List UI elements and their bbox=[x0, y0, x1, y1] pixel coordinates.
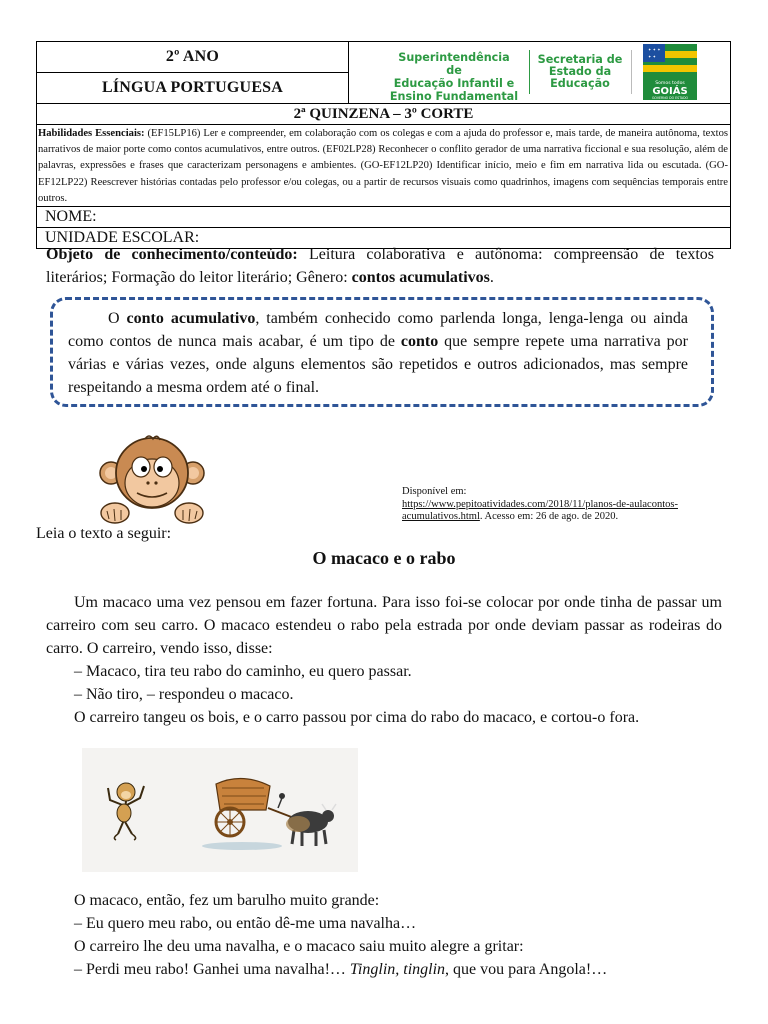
logo-divider bbox=[529, 50, 530, 94]
definition-text: O conto acumulativo, também conhecido como parlenda longa, lenga-lenga ou ainda como contos de nunca mais acabar, é um tipo de conto que sempre repete uma narrativa por várias e várias vezes, onde alguns elementos são repetidos e outros adicionados, mas sempre respeitando a mesma ordem até o final. bbox=[68, 310, 688, 396]
genero-label: contos acumulativos bbox=[351, 269, 490, 286]
instruction-text: Leia o texto a seguir: bbox=[36, 525, 172, 542]
header-top-row bbox=[37, 42, 730, 104]
svg-text:GOIÁS: GOIÁS bbox=[652, 86, 688, 97]
habilidades-text: (EF15LP16) Ler e compreender, em colaboração com os colegas e com a ajuda do professor e, mais tarde, de maneira autônoma, textos narrativos de maior porte como contos acumulativos, entre outros. (EF02LP28) Reconhecer o conflito gerador de uma narrativa ficcional e sua resolução, além de palavras, expressões e frases que caracterizam personagens e ambientes. (GO-EF12LP20) Identificar início, meio e fim em narrativa lida ou escutada. (GO-EF12LP22) Reescrever histórias contadas pelo professor e/ou colegas, ou a partir de recursos visuais como quadrinhos, imagens com sequências temporais entre outros. bbox=[38, 128, 728, 204]
story-line: O carreiro tangeu os bois, e o carro passou por cima do rabo do macaco, e cortou-o fora. bbox=[74, 709, 640, 726]
grade-label: 2º ANO bbox=[37, 42, 348, 73]
svg-text:GOVERNO DO ESTADO: GOVERNO DO ESTADO bbox=[651, 96, 689, 100]
story-illustration bbox=[82, 748, 358, 872]
nome-field: NOME: bbox=[37, 207, 730, 228]
header-left bbox=[37, 42, 349, 103]
subject-label: LÍNGUA PORTUGUESA bbox=[101, 79, 284, 96]
objeto-label: Objeto de conhecimento/conteúdo: bbox=[46, 246, 298, 263]
habilidades-label: Habilidades Essenciais: bbox=[38, 128, 145, 139]
source-link[interactable]: https://www.pepitoatividades.com/2018/11/planos-de-aulacontos-acumulativos.html bbox=[402, 498, 678, 522]
story-line: – Não tiro, – respondeu o macaco. bbox=[74, 686, 294, 703]
story-line: – Eu quero meu rabo, ou então dê-me uma navalha… bbox=[74, 915, 417, 932]
story-paragraph: Um macaco uma vez pensou em fazer fortuna. Para isso foi-se colocar por onde tinha de passar um carreiro com seu carro. O macaco estendeu o rabo pela estrada por onde deviam passar as rodeiras do carro. O carreiro, vendo isso, disse: bbox=[46, 594, 722, 657]
superintendencia-logo: Superintendência de Educação Infantil e Ensino Fundamental bbox=[389, 51, 519, 103]
story-title: O macaco e o rabo bbox=[312, 548, 456, 568]
quinzena-title: 2ª QUINZENA – 3º CORTE bbox=[37, 104, 730, 125]
objeto-conhecimento: Objeto de conhecimento/conteúdo: Leitura colaborativa e autônoma: compreensão de textos literários; Formação do leitor literário; Gênero: contos acumulativos. bbox=[46, 246, 714, 286]
svg-text:✦ ✦: ✦ ✦ bbox=[648, 54, 656, 59]
story-line: – Macaco, tira teu rabo do caminho, eu quero passar. bbox=[74, 663, 412, 680]
source-citation: Disponível em: https://www.pepitoatividades.com/2018/11/planos-de-aulacontos-acumulativos.html. Acesso em: 26 de ago. de 2020. bbox=[402, 486, 678, 522]
unidade-escolar-field: UNIDADE ESCOLAR: bbox=[45, 229, 200, 246]
onomatopoeia: Tinglin, tinglin bbox=[349, 961, 446, 978]
story-part-1 bbox=[46, 591, 722, 729]
svg-text:✦ ✦ ✦: ✦ ✦ ✦ bbox=[648, 47, 661, 52]
header-logos bbox=[349, 42, 730, 103]
goias-flag-logo bbox=[642, 43, 698, 101]
svg-text:Somos todos: Somos todos bbox=[655, 81, 685, 86]
monkey-illustration bbox=[97, 431, 207, 525]
habilidades-essenciais bbox=[37, 125, 730, 207]
story-line: – Perdi meu rabo! Ganhei uma navalha!… Tinglin, tinglin, que vou para Angola!… bbox=[74, 961, 608, 978]
header-table bbox=[36, 41, 731, 249]
logo-divider bbox=[631, 50, 632, 94]
story-line: O macaco, então, fez um barulho muito grande: bbox=[74, 892, 380, 909]
story-line: O carreiro lhe deu uma navalha, e o macaco saiu muito alegre a gritar: bbox=[74, 938, 524, 955]
secretaria-logo: Secretaria de Estado da Educação bbox=[537, 53, 623, 90]
story-part-2 bbox=[74, 889, 734, 981]
